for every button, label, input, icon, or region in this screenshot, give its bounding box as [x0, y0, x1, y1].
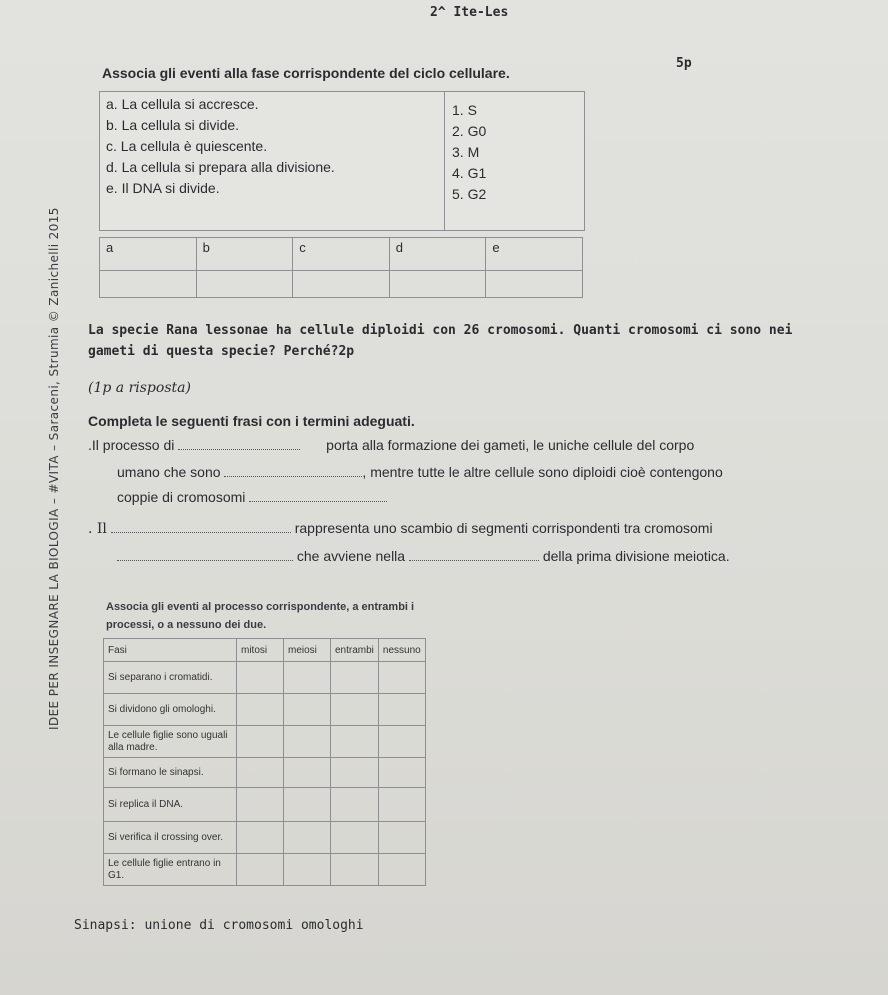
matching-divider: [444, 92, 445, 230]
answer-cell[interactable]: [237, 758, 284, 788]
phase-item: 1. S: [452, 102, 477, 118]
answer-cell[interactable]: [284, 788, 331, 822]
fill-line-4: [88, 520, 713, 537]
answer-cell[interactable]: [331, 694, 379, 726]
footnote-text: Sinapsi: unione di cromosomi omologhi: [74, 918, 364, 933]
exercise3-instruction: Completa le seguenti frasi con i termini adeguati.: [88, 413, 415, 429]
answer-header-c: c: [293, 238, 390, 271]
col-header-entrambi: entrambi: [331, 639, 379, 662]
answer-cell-d[interactable]: [389, 271, 486, 298]
table-row: [104, 726, 426, 758]
fill-line-5: [117, 548, 730, 564]
col-header-nessuno: nessuno: [378, 639, 425, 662]
phase-item: 5. G2: [452, 186, 487, 202]
phases-list: [452, 100, 486, 205]
table-row: [104, 662, 426, 694]
fill-text: , mentre tutte le altre cellule sono diploidi cioè contengono: [362, 464, 723, 480]
answer-cell[interactable]: [378, 694, 425, 726]
answer-cell-e[interactable]: [486, 271, 583, 298]
event-item: a. La cellula si accresce.: [106, 96, 259, 112]
event-item: b. La cellula si divide.: [106, 117, 240, 133]
phase-label: Si dividono gli omologhi.: [104, 694, 237, 726]
event-item: c. La cellula è quiescente.: [106, 138, 268, 154]
fill-text: coppie di cromosomi: [117, 489, 246, 505]
phase-label: Le cellule figlie entrano in G1.: [104, 854, 237, 886]
table-row: [104, 694, 426, 726]
answer-cell[interactable]: [237, 726, 284, 758]
exercise4-instruction-line: processi, o a nessuno dei due.: [106, 619, 267, 631]
answer-cell[interactable]: [284, 822, 331, 854]
table-row: [104, 758, 426, 788]
fill-text: rappresenta uno scambio di segmenti corrispondenti tra cromosomi: [294, 520, 713, 536]
answer-cell[interactable]: [331, 822, 379, 854]
answer-cell[interactable]: [378, 662, 425, 694]
phase-label: Le cellule figlie sono uguali alla madre.: [104, 726, 237, 758]
exercise4-instruction-line: Associa gli eventi al processo corrispondente, a entrambi i: [106, 601, 415, 613]
exercise1-instruction: Associa gli eventi alla fase corrispondente del ciclo cellulare.: [102, 65, 510, 81]
fill-blank[interactable]: [409, 550, 539, 561]
col-header-mitosi: mitosi: [237, 639, 284, 662]
class-label: 2^ Ite-Les: [430, 5, 509, 20]
answer-cell[interactable]: [237, 662, 284, 694]
fill-line-2: [117, 464, 723, 480]
answer-header-a: a: [100, 238, 197, 271]
answer-header-b: b: [196, 238, 293, 271]
answer-cell[interactable]: [284, 662, 331, 694]
answer-cell[interactable]: [237, 854, 284, 886]
answer-cell[interactable]: [378, 822, 425, 854]
col-header-fasi: Fasi: [104, 639, 237, 662]
phase-table: [103, 638, 426, 886]
table-row: [104, 822, 426, 854]
fill-text: .Il processo di: [88, 437, 175, 453]
phase-item: 3. M: [452, 144, 480, 160]
answer-cell[interactable]: [284, 726, 331, 758]
fill-blank[interactable]: [249, 491, 387, 502]
phase-label: Si verifica il crossing over.: [104, 822, 237, 854]
side-credit: IDEE PER INSEGNARE LA BIOLOGIA – #VITA – Saraceni, Strumia © Zanichelli 2015: [47, 207, 61, 730]
fill-text: . Il: [88, 521, 107, 537]
answer-header-d: d: [389, 238, 486, 271]
answer-cell[interactable]: [237, 822, 284, 854]
answer-cell-b[interactable]: [196, 271, 293, 298]
phase-label: Si replica il DNA.: [104, 788, 237, 822]
answer-header-e: e: [486, 238, 583, 271]
phase-item: 4. G1: [452, 165, 487, 181]
answer-cell[interactable]: [331, 788, 379, 822]
fill-text: della prima divisione meiotica.: [542, 548, 730, 564]
phase-label: Si separano i cromatidi.: [104, 662, 237, 694]
events-list: [106, 94, 335, 199]
points-label: 5p: [676, 56, 692, 71]
fill-text: umano che sono: [117, 464, 221, 480]
answer-cell[interactable]: [284, 694, 331, 726]
answer-cell[interactable]: [378, 758, 425, 788]
fill-text: che avviene nella: [296, 548, 406, 564]
phase-label: Si formano le sinapsi.: [104, 758, 237, 788]
fill-line-3: [117, 489, 387, 505]
fill-text: porta alla formazione dei gameti, le uniche cellule del corpo: [326, 437, 695, 453]
event-item: d. La cellula si prepara alla divisione.: [106, 159, 335, 175]
matching-box: [99, 91, 585, 231]
answer-cell[interactable]: [284, 758, 331, 788]
fill-blank[interactable]: [117, 550, 293, 561]
answer-cell[interactable]: [378, 726, 425, 758]
answer-cell[interactable]: [331, 758, 379, 788]
phase-item: 2. G0: [452, 123, 487, 139]
event-item: e. Il DNA si divide.: [106, 180, 220, 196]
answer-cell[interactable]: [331, 854, 379, 886]
answer-cell[interactable]: [331, 662, 379, 694]
footnote: [74, 918, 364, 933]
exercise4-instruction: [106, 598, 414, 634]
table-row: [104, 854, 426, 886]
answer-cell[interactable]: [378, 788, 425, 822]
fill-line-1: [88, 437, 694, 453]
answer-cell[interactable]: [237, 694, 284, 726]
col-header-meiosi: meiosi: [284, 639, 331, 662]
answer-cell[interactable]: [237, 788, 284, 822]
answer-cell[interactable]: [378, 854, 425, 886]
answer-cell-a[interactable]: [100, 271, 197, 298]
fill-blank[interactable]: [224, 466, 362, 477]
answer-cell-c[interactable]: [293, 271, 390, 298]
exercise2-points-note: (1p a risposta): [88, 380, 191, 396]
answer-cell[interactable]: [284, 854, 331, 886]
answer-grid: [99, 237, 583, 298]
answer-cell[interactable]: [331, 726, 379, 758]
fill-blank[interactable]: [111, 522, 291, 533]
exercise2-question: La specie Rana lessonae ha cellule diploidi con 26 cromosomi. Quanti cromosomi ci sono nei gameti di questa specie? Perché?2p: [88, 323, 793, 359]
fill-blank[interactable]: [178, 439, 300, 450]
table-row: [104, 788, 426, 822]
